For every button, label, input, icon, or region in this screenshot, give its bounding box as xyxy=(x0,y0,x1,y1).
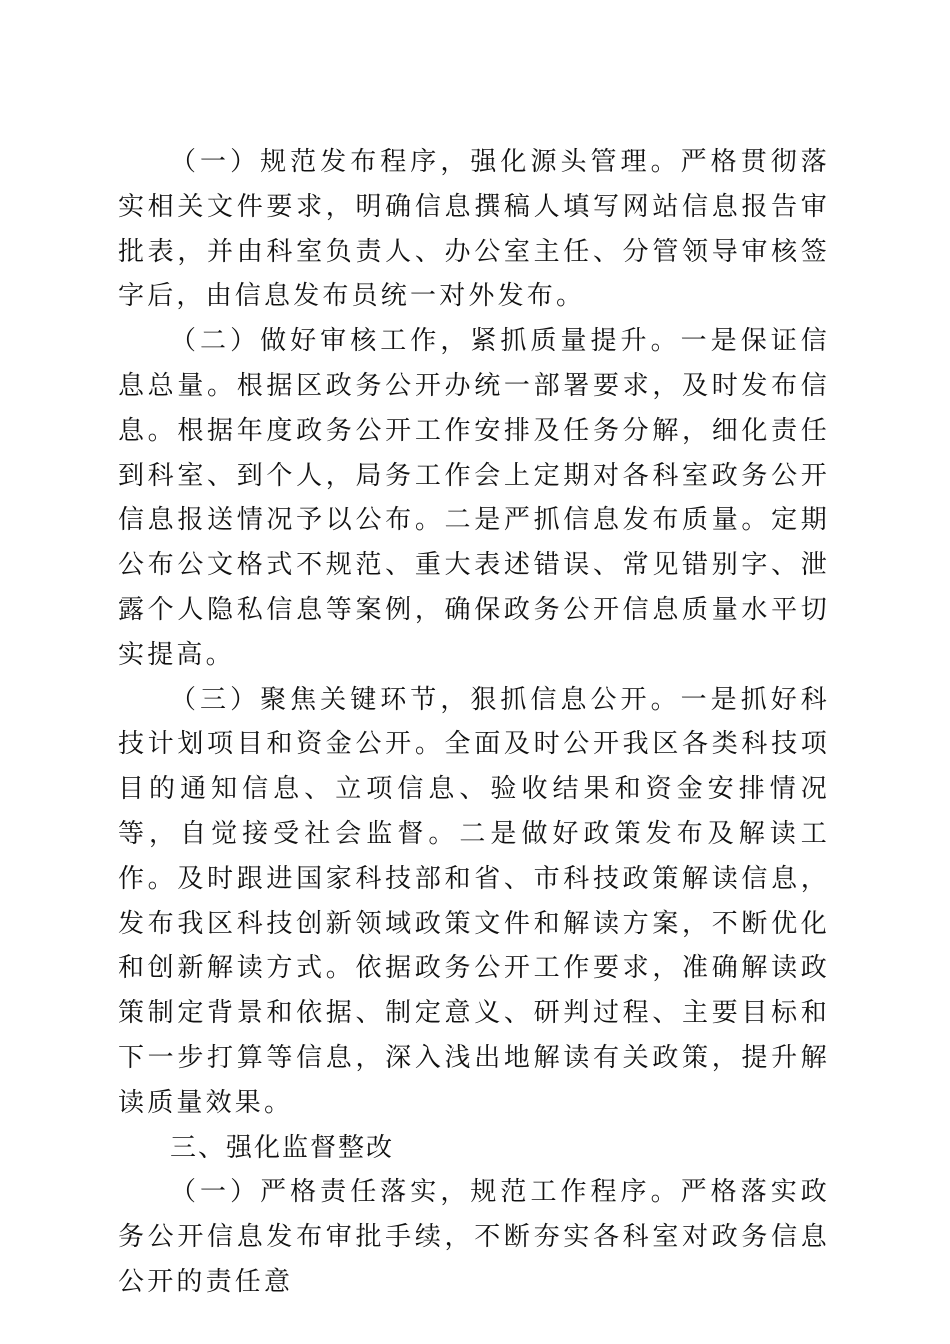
paragraph-4-lead: （一）严格责任落实，规范工作程序。 xyxy=(170,1177,681,1208)
section-heading: 三、强化监督整改 xyxy=(170,1132,395,1163)
paragraph-3-body: 一是抓好科技计划项目和资金公开。全面及时公开我区各类科技项目的通知信息、立项信息、验收结果和资金安排情况等，自觉接受社会监督。二是做好政策发布及解读工作。及时跟进国家科技部和省、市科技政策解读信息，发布我区科技创新领域政策文件和解读方案，不断优化和创新解读方式。依据政务公开工作要求，准确解读政策制定背景和依据、制定意义、研判过程、主要目标和下一步打算等信息，深入浅出地解读有关政策，提升解读质量效果。 xyxy=(118,684,830,1118)
paragraph-2 xyxy=(118,319,830,677)
document-body xyxy=(118,140,830,1305)
paragraph-1-body: 严格贯彻落实相关文件要求，明确信息撰稿人填写网站信息报告审批表，并由科室负责人、办公室主任、分管领导审核签字后，由信息发布员统一对外发布。 xyxy=(118,147,830,312)
paragraph-1 xyxy=(118,140,830,319)
paragraph-2-body: 一是保证信息总量。根据区政务公开办统一部署要求，及时发布信息。根据年度政务公开工作安排及任务分解，细化责任到科室、到个人，局务工作会上定期对各科室政务公开信息报送情况予以公布。二是严抓信息发布质量。定期公布公文格式不规范、重大表述错误、常见错别字、泄露个人隐私信息等案例，确保政务公开信息质量水平切实提高。 xyxy=(118,326,830,670)
paragraph-1-lead: （一）规范发布程序，强化源头管理。 xyxy=(170,147,681,177)
paragraph-3 xyxy=(118,678,830,1126)
paragraph-4 xyxy=(118,1170,830,1304)
paragraph-4-body: 严格落实政务公开信息发布审批手续，不断夯实各科室对政务信息公开的责任意 xyxy=(118,1177,830,1297)
paragraph-2-lead: （二）做好审核工作，紧抓质量提升。 xyxy=(170,326,681,357)
paragraph-3-lead: （三）聚焦关键环节，狠抓信息公开。 xyxy=(170,684,681,715)
